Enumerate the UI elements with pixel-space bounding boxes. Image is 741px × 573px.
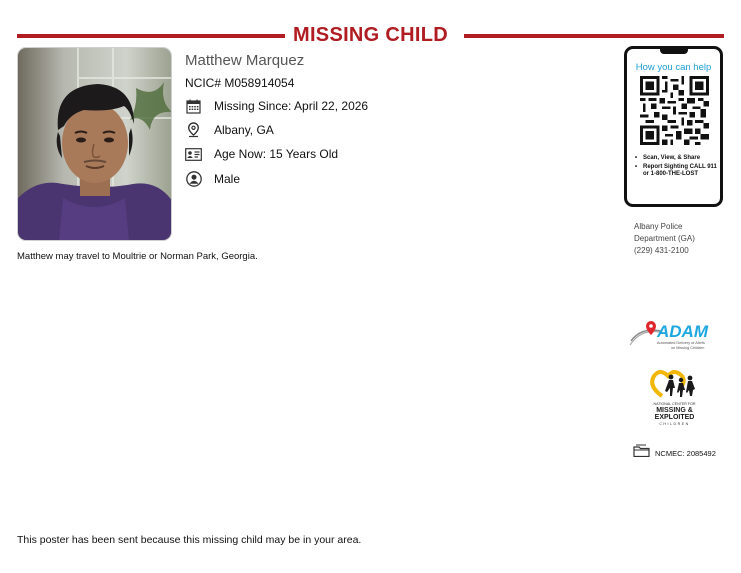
poster-title: MISSING CHILD	[292, 24, 448, 46]
person-icon	[185, 171, 202, 188]
help-phone-card	[624, 46, 723, 207]
ncmec-case-row	[633, 446, 716, 460]
svg-text:Automated Delivery of Alerts: Automated Delivery of Alerts	[657, 341, 705, 345]
age-now: Age Now: 15 Years Old	[214, 147, 339, 161]
adam-logo	[629, 319, 721, 353]
agency-phone: (229) 431-2100	[634, 246, 689, 255]
agency-name-line1: Albany Police	[634, 222, 683, 231]
svg-text:MISSING &: MISSING &	[656, 407, 693, 414]
poster-header	[17, 24, 724, 48]
ncmec-logo	[648, 368, 701, 428]
missing-since: Missing Since: April 22, 2026	[214, 99, 369, 113]
agency-contact	[634, 221, 729, 257]
ncic-number: NCIC# M058914054	[185, 76, 295, 90]
svg-text:ADAM: ADAM	[657, 322, 708, 341]
location-row	[185, 121, 274, 139]
calendar-icon	[185, 98, 202, 115]
svg-text:NATIONAL CENTER FOR: NATIONAL CENTER FOR	[653, 402, 696, 406]
agency-name-line2: Department (GA)	[634, 234, 695, 243]
age-row	[185, 145, 338, 163]
help-item-share: • Scan, View, & Share	[635, 155, 719, 163]
ncmec-case-number: NCMEC: 2085492	[655, 448, 716, 458]
help-item-report: • Report Sighting CALL 911 or 1-800-THE-LOST	[635, 164, 719, 179]
id-card-icon	[185, 146, 202, 163]
qr-code[interactable]	[640, 76, 709, 145]
header-rule-right	[464, 34, 724, 38]
svg-text:CHILDREN: CHILDREN	[659, 422, 690, 426]
missing-since-row	[185, 97, 368, 115]
folder-icon	[633, 444, 650, 462]
travel-note: Matthew may travel to Moultrie or Norman Park, Georgia.	[17, 251, 258, 262]
child-photo	[17, 47, 172, 241]
child-name: Matthew Marquez	[185, 52, 305, 69]
svg-text:on Missing Children: on Missing Children	[671, 346, 705, 350]
svg-text:EXPLOITED: EXPLOITED	[654, 414, 695, 421]
phone-notch	[660, 49, 688, 54]
last-location: Albany, GA	[214, 123, 274, 137]
location-pin-icon	[185, 122, 202, 139]
poster-footer: This poster has been sent because this missing child may be in your area.	[17, 534, 362, 546]
sex-row	[185, 170, 240, 188]
sex: Male	[214, 172, 241, 186]
help-title: How you can help	[635, 62, 712, 73]
help-list	[635, 155, 719, 180]
